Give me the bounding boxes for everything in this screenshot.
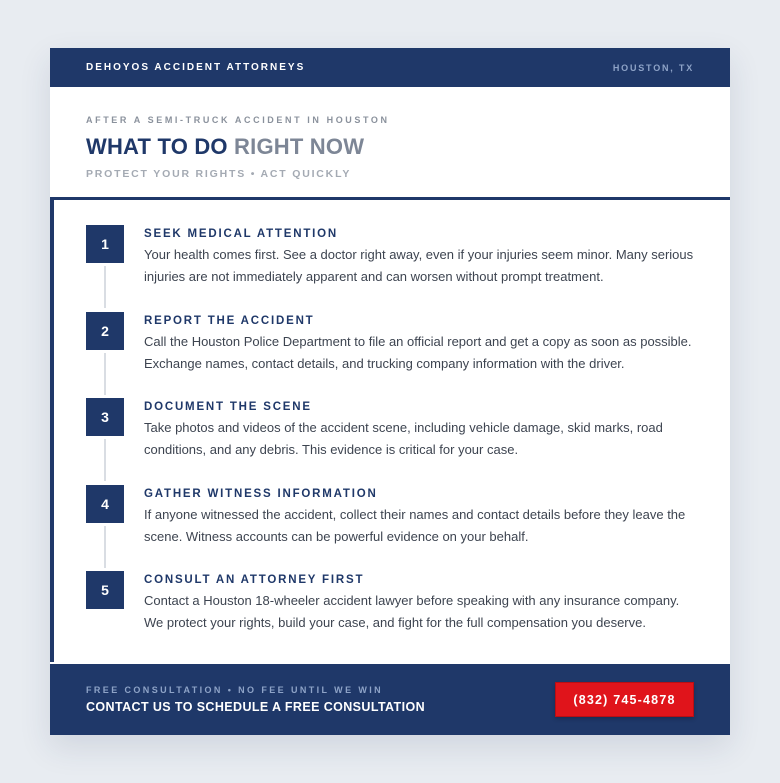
header-eyebrow: AFTER A SEMI-TRUCK ACCIDENT IN HOUSTON [86,115,390,125]
step-text: Call the Houston Police Department to file an official report and get a copy as soon as possible. Exchange names, contact details, and trucking company information with the driver. [144,333,692,371]
footer-cta-text: CONTACT US TO SCHEDULE A FREE CONSULTATION [86,700,426,714]
footer-bar [50,664,730,735]
step-text: Your health comes first. See a doctor right away, even if your injuries seem minor. Many serious injuries are not immediately apparent and can worsen without prompt treatment. [144,247,694,284]
step-connector [104,439,106,481]
brand-name: DEHOYOS ACCIDENT ATTORNEYS [86,62,306,73]
step-number: 3 [86,398,124,436]
step-text: Take photos and videos of the accident scene, including vehicle damage, skid marks, road conditions, and any debris. This evidence is critical for your case. [144,420,663,457]
headline-main: WHAT TO DO [86,134,228,159]
steps-list [50,200,730,662]
step-item [86,224,698,311]
headline-accent: RIGHT NOW [234,134,365,159]
step-number: 5 [86,571,124,609]
step-body [144,311,698,398]
step-item [86,570,698,657]
step-title: GATHER WITNESS INFORMATION [144,487,378,500]
step-body [144,397,698,484]
step-title: SEEK MEDICAL ATTENTION [144,228,339,240]
title-section [50,87,730,200]
step-title: CONSULT AN ATTORNEY FIRST [144,574,365,586]
step-connector [104,353,106,395]
step-body [144,224,698,311]
step-connector [104,266,106,308]
step-title: REPORT THE ACCIDENT [144,314,315,327]
step-item [86,311,698,398]
location-label: HOUSTON, TX [612,62,694,73]
step-number: 4 [86,485,124,523]
step-item [86,397,698,484]
top-bar [50,48,730,87]
footer-copy [86,685,425,714]
step-text: Contact a Houston 18-wheeler accident lawyer before speaking with any insurance company. We protect your rights, build your case, and fight for the full compensation you deserve. [144,593,680,630]
step-number: 1 [86,225,124,263]
step-body [144,570,698,657]
step-text: If anyone witnessed the accident, collect their names and contact details before they leave the scene. Witness accounts can be powerful evidence on your behalf. [144,506,686,544]
page-title [86,134,694,160]
step-item [86,484,698,571]
step-body [144,484,698,571]
header-subline: PROTECT YOUR RIGHTS • ACT QUICKLY [86,168,352,180]
step-connector [104,526,106,568]
infographic-card [50,48,730,735]
step-title: DOCUMENT THE SCENE [144,401,312,413]
footer-eyebrow: FREE CONSULTATION • NO FEE UNTIL WE WIN [86,685,384,695]
step-number: 2 [86,312,124,350]
phone-call-button[interactable]: (832) 745-4878 [555,682,694,717]
